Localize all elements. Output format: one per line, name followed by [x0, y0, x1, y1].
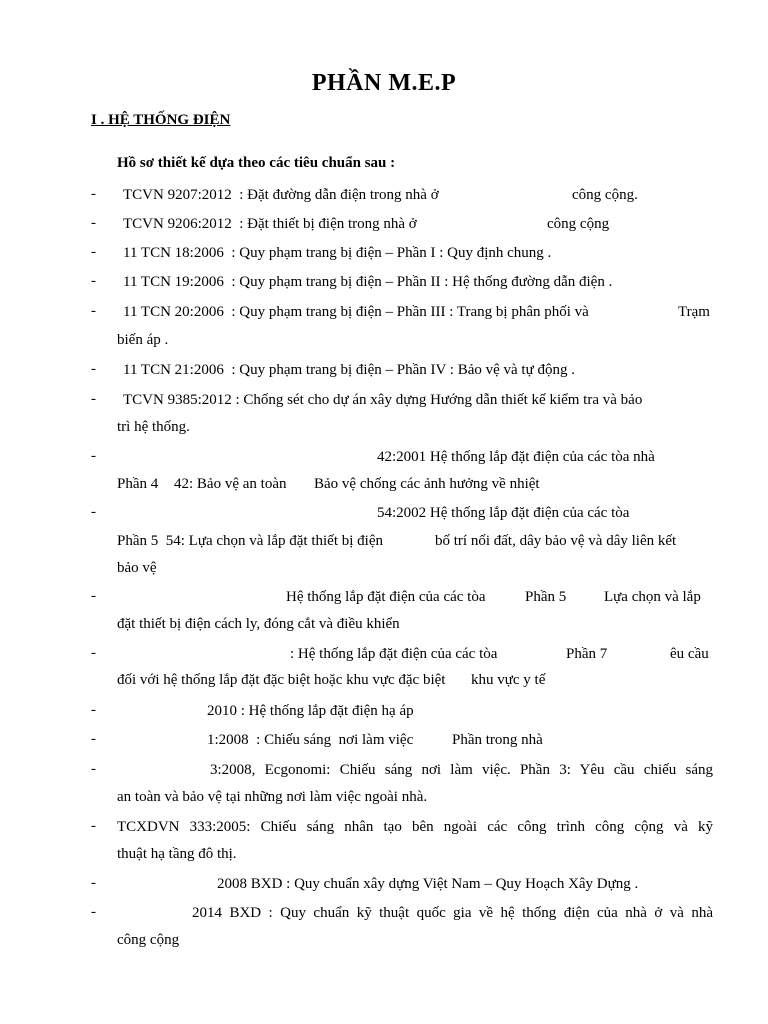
bullet-dash: -	[91, 215, 96, 231]
standard-line: 3:2008, Ecgonomi: Chiếu sáng nơi làm việc. Phần 3: Yêu cầu chiếu sáng	[210, 762, 713, 778]
bullet-dash: -	[91, 303, 96, 319]
standard-line-cont: khu vực y tế	[471, 672, 546, 688]
standard-line: TCVN 9207:2012 : Đặt đường dẫn điện trong nhà ở	[123, 187, 439, 203]
bullet-dash: -	[91, 818, 96, 834]
standard-line: TCXDVN 333:2005: Chiếu sáng nhân tạo bên ngoài các công trình công cộng và kỹ	[117, 819, 713, 835]
standard-line: TCVN 9206:2012 : Đặt thiết bị điện trong nhà ở	[123, 216, 417, 232]
bullet-dash: -	[91, 361, 96, 377]
standard-line: Trạm	[678, 304, 710, 320]
bullet-dash: -	[91, 645, 96, 661]
bullet-dash: -	[91, 904, 96, 920]
standard-line: 2010 : Hệ thống lắp đặt điện hạ áp	[207, 703, 414, 719]
section-heading: I . HỆ THỐNG ĐIỆN	[91, 112, 231, 128]
standard-line: công cộng	[547, 216, 610, 232]
standard-line: Hệ thống lắp đặt điện của các tòa	[286, 589, 486, 605]
standard-line-cont: Bảo vệ chống các ảnh hưởng về nhiệt	[314, 476, 540, 492]
bullet-dash: -	[91, 588, 96, 604]
standard-line: 54:2002 Hệ thống lắp đặt điện của các tòa	[377, 505, 630, 521]
standard-line-cont: Phần 4	[117, 476, 159, 492]
standard-line: Phần trong nhà	[452, 732, 543, 748]
intro-text: Hồ sơ thiết kế dựa theo các tiêu chuẩn sau :	[117, 155, 396, 171]
standard-line: 11 TCN 19:2006 : Quy phạm trang bị điện – Phần II : Hệ thống đường dẫn điện .	[123, 274, 613, 290]
standard-line: Phần 5	[525, 589, 567, 605]
bullet-dash: -	[91, 186, 96, 202]
bullet-dash: -	[91, 504, 96, 520]
bullet-dash: -	[91, 761, 96, 777]
standard-line-cont: an toàn và bảo vệ tại những nơi làm việc ngoài nhà.	[117, 789, 428, 805]
bullet-dash: -	[91, 448, 96, 464]
bullet-dash: -	[91, 391, 96, 407]
standard-line-cont: thuật hạ tầng đô thị.	[117, 846, 237, 862]
standard-line: TCVN 9385:2012 : Chống sét cho dự án xây dựng Hướng dẫn thiết kế kiểm tra và bảo	[123, 392, 643, 408]
page-title: PHẦN M.E.P	[311, 70, 457, 96]
bullet-dash: -	[91, 875, 96, 891]
bullet-dash: -	[91, 273, 96, 289]
standard-line: công cộng.	[572, 187, 638, 203]
standard-line: 1:2008 : Chiếu sáng nơi làm việc	[207, 732, 414, 748]
standard-line-cont: công cộng	[117, 932, 180, 948]
standard-line: 11 TCN 18:2006 : Quy phạm trang bị điện – Phần I : Quy định chung .	[123, 245, 552, 261]
standard-line: êu cầu	[670, 646, 709, 662]
standard-line: 11 TCN 20:2006 : Quy phạm trang bị điện – Phần III : Trang bị phân phối và	[123, 304, 589, 320]
standard-line-cont: Phần 5 54: Lựa chọn và lắp đặt thiết bị điện	[117, 533, 383, 549]
standard-line: 2014 BXD : Quy chuẩn kỹ thuật quốc gia về hệ thống điện của nhà ở và nhà	[192, 905, 713, 921]
standard-line-cont: biến áp .	[117, 332, 169, 348]
standard-line: : Hệ thống lắp đặt điện của các tòa	[290, 646, 498, 662]
standard-line: Phần 7	[566, 646, 608, 662]
standard-line-cont: đặt thiết bị điện cách ly, đóng cắt và điều khiển	[117, 616, 400, 632]
standard-line: 2008 BXD : Quy chuẩn xây dựng Việt Nam – Quy Hoạch Xây Dựng .	[217, 876, 639, 892]
standard-line-cont: bố trí nối đất, dây bảo vệ và dây liên kết	[435, 533, 677, 549]
bullet-dash: -	[91, 702, 96, 718]
bullet-dash: -	[91, 244, 96, 260]
standard-line: 11 TCN 21:2006 : Quy phạm trang bị điện – Phần IV : Bảo vệ và tự động .	[123, 362, 575, 378]
standard-line-cont: đối với hệ thống lắp đặt đặc biệt hoặc khu vực đặc biệt	[117, 672, 446, 688]
standard-line-cont: trì hệ thống.	[117, 419, 190, 435]
standard-line-cont: bảo vệ	[117, 560, 157, 576]
standard-line: Lựa chọn và lắp	[604, 589, 701, 605]
standard-line-cont: 42: Bảo vệ an toàn	[174, 476, 287, 492]
bullet-dash: -	[91, 731, 96, 747]
standard-line: 42:2001 Hệ thống lắp đặt điện của các tòa nhà	[377, 449, 655, 465]
